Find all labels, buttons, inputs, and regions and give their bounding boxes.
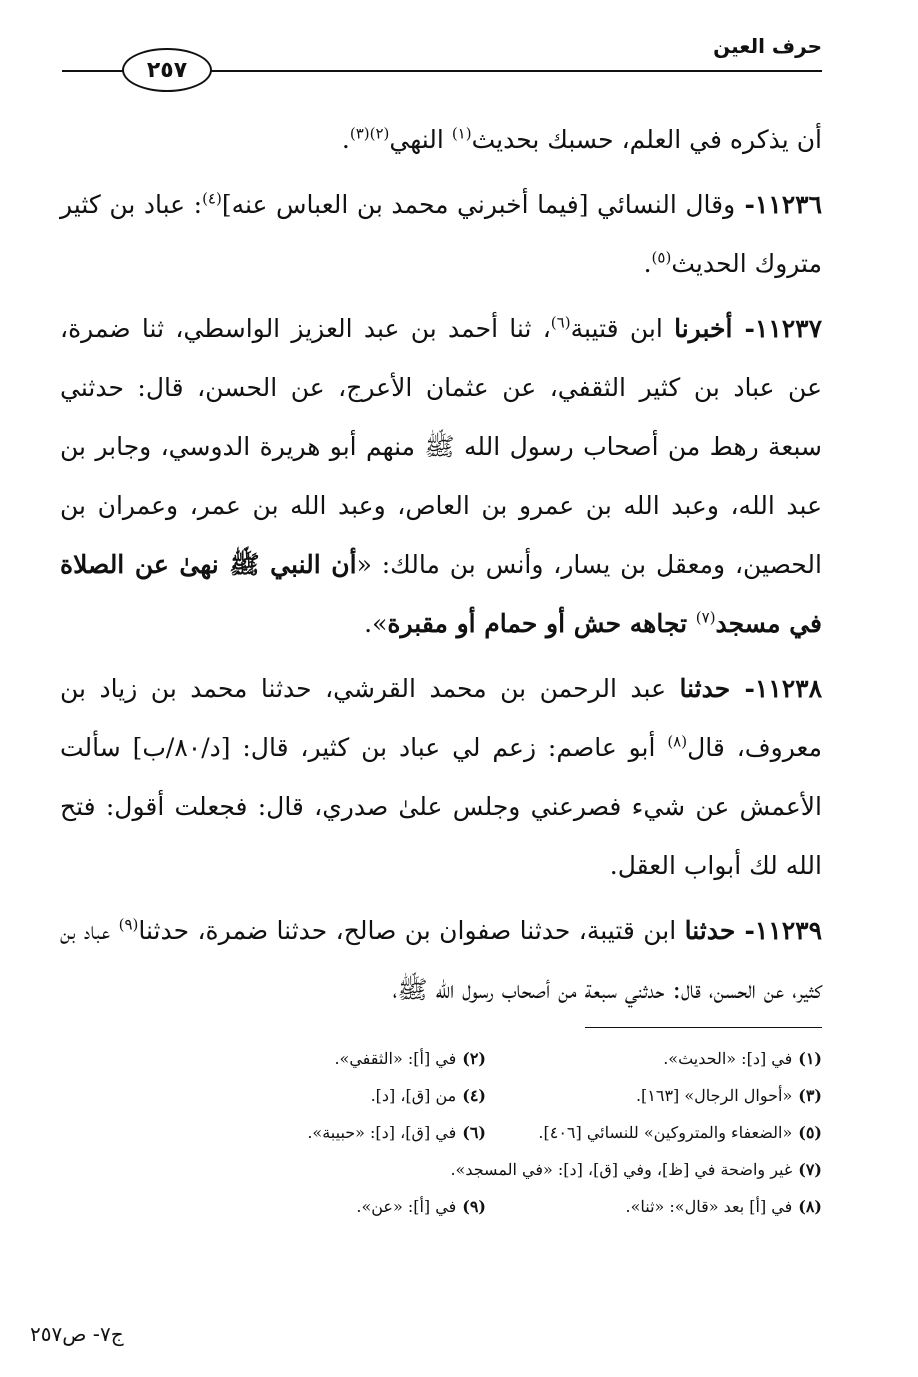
text-run: ، ثنا أحمد بن عبد العزيز الواسطي، ثنا ضمرة، عن عباد بن كثير الثقفي، عن عثمان الأعرج، عن الحسن، قال: حدثني سبعة رهط من أصحاب رسول الله ﷺ منهم أبو هريرة الدوسي، وجابر بن عبد الله، وعبد الله بن عمرو بن العاص، وعبد الله بن عمر، وعمران بن الحصين، ومعقل بن يسار، وأنس بن مالك: « bbox=[60, 314, 822, 579]
paragraph bbox=[60, 901, 822, 1019]
footnote-text: في [أ]: «عن». bbox=[356, 1197, 457, 1216]
footnote bbox=[150, 1188, 486, 1225]
footnote bbox=[486, 1114, 822, 1151]
footnote bbox=[150, 1077, 486, 1114]
paragraph bbox=[60, 110, 822, 169]
main-text bbox=[60, 110, 822, 1025]
text-run: : عباد بن كثير متروك الحديث bbox=[60, 190, 822, 278]
paragraph bbox=[60, 299, 822, 653]
footnote bbox=[486, 1040, 822, 1077]
page-footer: ج٧- ص٢٥٧ bbox=[30, 1322, 124, 1346]
footnote-row bbox=[150, 1040, 822, 1077]
footnote-row bbox=[150, 1114, 822, 1151]
text-run: . bbox=[341, 125, 350, 154]
footnote-number: (٦) bbox=[462, 1123, 486, 1142]
footnote-marker: (٥) bbox=[651, 248, 672, 267]
text-run: النهي bbox=[389, 125, 452, 154]
footnote-number: (١) bbox=[798, 1049, 822, 1068]
footnote bbox=[150, 1040, 486, 1077]
text-run: أن يذكره في العلم، حسبك بحديث bbox=[471, 125, 822, 154]
footnote-number: (٤) bbox=[462, 1086, 486, 1105]
footnote-marker: (١) bbox=[451, 124, 472, 143]
page-header bbox=[62, 28, 822, 88]
page-number-badge bbox=[122, 48, 212, 92]
footnote-text: في [أ] بعد «قال»: «ثنا». bbox=[625, 1197, 793, 1216]
footnote-text: من [ق]، [د]. bbox=[370, 1086, 457, 1105]
footnote bbox=[150, 1151, 822, 1188]
text-run: ١١٢٣٨- bbox=[730, 674, 822, 703]
footnote-marker: (٤) bbox=[202, 189, 222, 208]
footnote-text: «أحوال الرجال» [١٦٣]. bbox=[635, 1086, 793, 1105]
footnote-number: (٣) bbox=[798, 1086, 822, 1105]
footnote-text: غير واضحة في [ظ]، وفي [ق]، [د]: «في المسجد». bbox=[450, 1160, 793, 1179]
running-title: حرف العين bbox=[713, 34, 822, 58]
footnote-text: «الضعفاء والمتروكين» للنسائي [٤٠٦]. bbox=[538, 1123, 793, 1142]
text-run: حدثنا bbox=[684, 916, 736, 945]
footnote bbox=[486, 1077, 822, 1114]
footnote-text: في [ق]، [د]: «حبيبة». bbox=[307, 1123, 457, 1142]
footnote-marker: (٨) bbox=[667, 732, 688, 751]
text-run: ». bbox=[364, 609, 388, 638]
paragraph bbox=[60, 659, 822, 895]
paragraph bbox=[60, 175, 822, 293]
text-run: أبو عاصم: زعم لي عباد بن كثير، قال: [د/٨٠/ب] سألت الأعمش عن شيء فصرعني وجلس علىٰ صدري، قال: فجعلت أقول: فتح الله لك أبواب العقل. bbox=[60, 733, 822, 880]
footnotes bbox=[150, 1040, 822, 1225]
footnote-number: (٨) bbox=[798, 1197, 822, 1216]
footnote-row bbox=[150, 1188, 822, 1225]
text-run: أخبرنا bbox=[674, 314, 733, 343]
text-run: ابن قتيبة، حدثنا صفوان بن صالح، حدثنا ضمرة، حدثنا bbox=[138, 916, 685, 945]
footnote-text: في [د]: «الحديث». bbox=[663, 1049, 793, 1068]
footnote bbox=[150, 1114, 486, 1151]
text-run: . bbox=[643, 249, 652, 278]
footnote-number: (٢) bbox=[462, 1049, 486, 1068]
footnote-marker: (٧) bbox=[695, 608, 716, 627]
text-run: أن النبي ﷺ نهىٰ عن الصلاة في مسجد bbox=[60, 550, 822, 638]
footnote-number: (٩) bbox=[462, 1197, 486, 1216]
footnote bbox=[486, 1188, 822, 1225]
footnote-number: (٧) bbox=[798, 1160, 822, 1179]
footnote-marker: (٦) bbox=[550, 313, 571, 332]
footnote-row bbox=[150, 1077, 822, 1114]
footnote-marker: (٢)(٣) bbox=[349, 124, 390, 143]
footnote-marker: (٩) bbox=[118, 915, 139, 934]
text-run: ١١٢٣٧- bbox=[732, 314, 822, 343]
text-run: ابن قتيبة bbox=[570, 314, 675, 343]
page-number: ٢٥٧ bbox=[146, 57, 188, 83]
footnote-divider bbox=[585, 1027, 822, 1028]
footnote-row bbox=[150, 1151, 822, 1188]
text-run: حدثنا bbox=[679, 674, 731, 703]
text-run: عبد الرحمن بن محمد القرشي، حدثنا محمد بن زياد بن معروف، قال bbox=[60, 674, 823, 762]
text-run: ١١٢٣٦- bbox=[735, 190, 822, 219]
text-run: عباد بن كثير، عن الحسن، قال: حدثني سبعة من أصحاب رسول الله ﷺ، bbox=[60, 916, 822, 1004]
text-run: وقال النسائي [فيما أخبرني محمد بن العباس عنه] bbox=[221, 190, 736, 219]
text-run: تجاهه حش أو حمام أو مقبرة bbox=[387, 609, 696, 638]
footnote-number: (٥) bbox=[798, 1123, 822, 1142]
footnote-text: في [أ]: «الثقفي». bbox=[334, 1049, 457, 1068]
text-run: ١١٢٣٩- bbox=[735, 916, 822, 945]
